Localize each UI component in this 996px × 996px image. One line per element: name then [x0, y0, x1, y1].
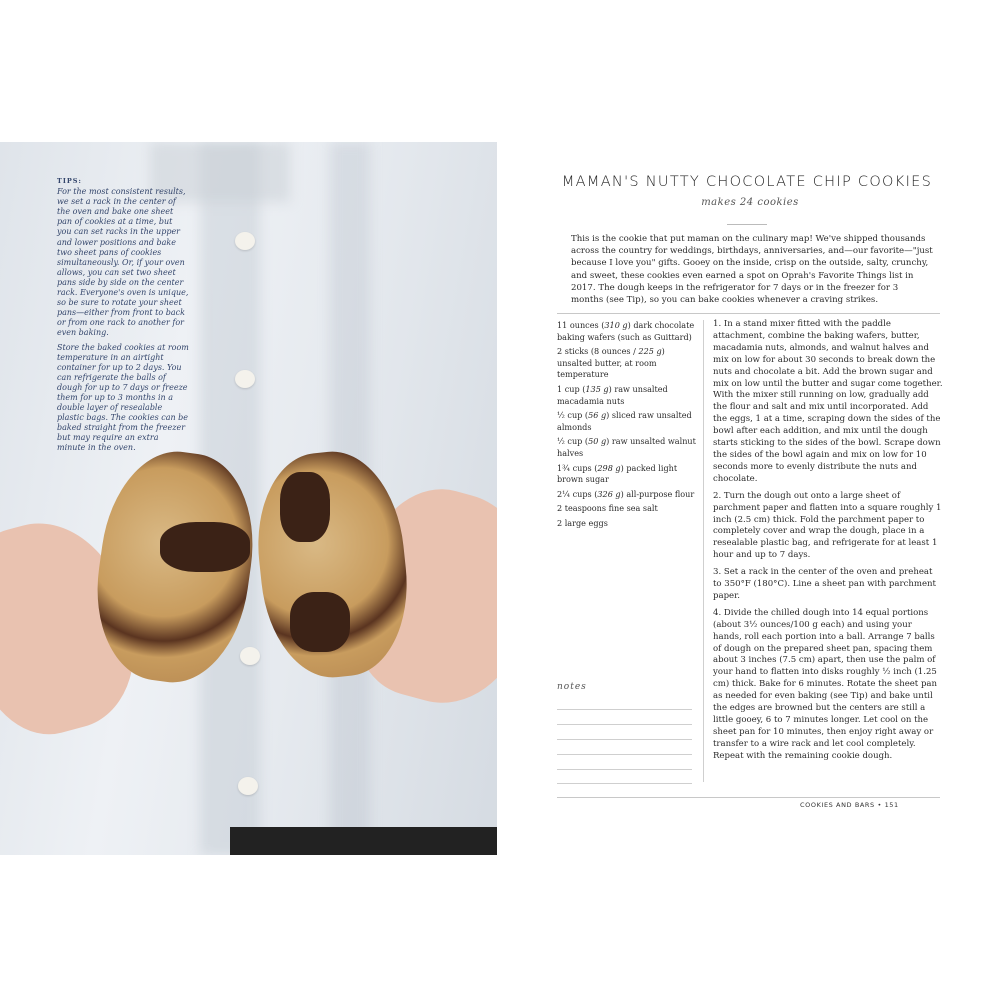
notes-line — [557, 769, 692, 770]
recipe-title: MAMAN'S NUTTY CHOCOLATE CHIP COOKIES — [561, 174, 933, 190]
ingredient-metric: 326 g — [597, 488, 621, 499]
directions-list — [713, 319, 943, 768]
ingredient-metric: 225 g — [638, 346, 662, 357]
footer-section: COOKIES AND BARS — [800, 801, 875, 809]
notes-line — [557, 709, 692, 710]
ingredient-item — [557, 384, 697, 407]
direction-step: 2. Turn the dough out onto a large sheet of parchment paper and flatten into a square roughly 1 inch (2.5 cm) thick. Fold the parchment paper to completely cover and wrap the dough, place in a resealable plastic bag, and refrigerate for at least 1 hour and up to 7 days. — [713, 490, 942, 561]
ingredient-pre: ½ cup ( — [557, 410, 589, 421]
ingredient-item — [557, 320, 697, 343]
ingredient-post: ) all-purpose flour — [620, 488, 695, 499]
ingredient-pre: 1¾ cups ( — [557, 462, 598, 473]
ingredient-post: ) unsalted butter, at room temperature — [557, 346, 665, 380]
tips-sidebar — [57, 176, 189, 458]
ingredient-post: ) raw unsalted walnut halves — [557, 436, 696, 458]
recipe-intro: This is the cookie that put maman on the culinary map! We've shipped thousands across the country for weddings, birthdays, anniversaries, and—our favorite—"just because I love you" gifts. Gooey on the inside, crisp on the outside, salty, crunchy, and sweet, these cookies even earned a spot on Oprah's Favorite Things list in 2017. The dough keeps in the refrigerator for 7 days or in the freezer for 3 months (see Tip), so you can bake cookies whenever a craving strikes. — [571, 234, 933, 306]
ingredient-pre: 1 cup ( — [557, 383, 586, 394]
tips-paragraph: For the most consistent results, we set a rack in the center of the oven and bake one sheet pan of cookies at a time, but you can set racks in the upper and lower positions and bake two sheet pans of cookies simultaneously. Or, if your oven allows, you can set two sheet pans side by side on the center rack. Everyone's oven is unique, so be sure to rotate your sheet pans—either from front to back or from one rack to another for even baking. — [57, 187, 189, 338]
ingredient-metric: 310 g — [604, 320, 628, 330]
ingredient-pre: 2 large eggs — [557, 517, 608, 528]
ingredient-pre: 11 ounces ( — [557, 320, 605, 330]
footer-separator: • — [877, 801, 882, 809]
direction-step: 3. Set a rack in the center of the oven and preheat to 350°F (180°C). Line a sheet pan with parchment paper. — [713, 567, 936, 601]
ingredient-pre: ½ cup ( — [557, 436, 589, 447]
notes-line — [557, 783, 692, 784]
ingredient-metric: 135 g — [585, 383, 609, 394]
footer-divider — [557, 797, 940, 798]
ingredient-pre: 2¼ cups ( — [557, 488, 598, 499]
direction-step: 1. In a stand mixer fitted with the paddle attachment, combine the baking wafers, butter, macadamia nuts, almonds, and walnut halves and mix on low for about 30 seconds to break down the nuts and chocolate a bit. Add the brown sugar and mix on low until the butter and sugar come together. With the mixer still running on low, gradually add the flour and salt and mix until incorporated. Add the eggs, 1 at a time, scraping down the sides of the bowl after each addition, and mix until the dough starts sticking to the sides of the bowl. Scrape down the sides of the bowl again and mix on low for 10 seconds more to evenly distribute the nuts and chocolate. — [713, 319, 943, 484]
ingredient-post: ) sliced raw unsalted almonds — [557, 410, 692, 432]
ingredients-list — [557, 320, 697, 533]
ingredient-pre: 2 teaspoons fine sea salt — [557, 503, 658, 514]
ingredient-post: ) dark chocolate baking wafers (such as Guittard) — [557, 320, 695, 342]
tips-heading: TIPS: — [57, 177, 82, 185]
direction-step: 4. Divide the chilled dough into 14 equal portions (about 3½ ounces/100 g each) and using your hands, roll each portion into a ball. Arrange 7 balls of dough on the prepared sheet pan, spacing them about 3 inches (7.5 cm) apart, then use the palm of your hand to flatten into disks roughly ½ inch (1.25 cm) thick. Bake for 6 minutes. Rotate the sheet pan as needed for even baking (see Tip) and bake until the edges are browned but the centers are still a little gooey, 6 to 7 minutes longer. Let cool on the sheet pan for 10 minutes, then enjoy right away or transfer to a wire rack and let cool completely. Repeat with the remaining cookie dough. — [713, 607, 938, 761]
ingredient-metric: 298 g — [597, 462, 621, 473]
notes-line — [557, 724, 692, 725]
recipe-yield: makes 24 cookies — [701, 197, 799, 208]
ingredient-metric: 50 g — [588, 436, 607, 447]
ingredient-item — [557, 346, 697, 381]
ingredient-metric: 56 g — [588, 410, 607, 421]
title-divider — [727, 224, 767, 225]
ingredient-pre: 2 sticks (8 ounces / — [557, 346, 639, 357]
ingredient-item — [557, 518, 697, 530]
tips-paragraph: Store the baked cookies at room temperature in an airtight container for up to 2 days. You can refrigerate the balls of dough for up to 7 days or freeze them for up to 3 months in a double layer of resealable plastic bags. The cookies can be baked straight from the freezer but may require an extra minute in the oven. — [57, 342, 189, 453]
ingredient-item — [557, 489, 697, 501]
ingredient-post: ) packed light brown sugar — [557, 462, 678, 485]
ingredient-item — [557, 410, 697, 433]
intro-divider — [557, 313, 940, 314]
ingredient-item — [557, 503, 697, 515]
ingredient-item — [557, 463, 697, 486]
page-number: 151 — [884, 801, 899, 809]
notes-line — [557, 754, 692, 755]
notes-line — [557, 739, 692, 740]
page-footer — [800, 801, 899, 809]
ingredient-item — [557, 436, 697, 459]
ingredient-post: ) raw unsalted macadamia nuts — [557, 383, 668, 406]
notes-label: notes — [557, 682, 587, 692]
column-divider — [703, 320, 704, 782]
